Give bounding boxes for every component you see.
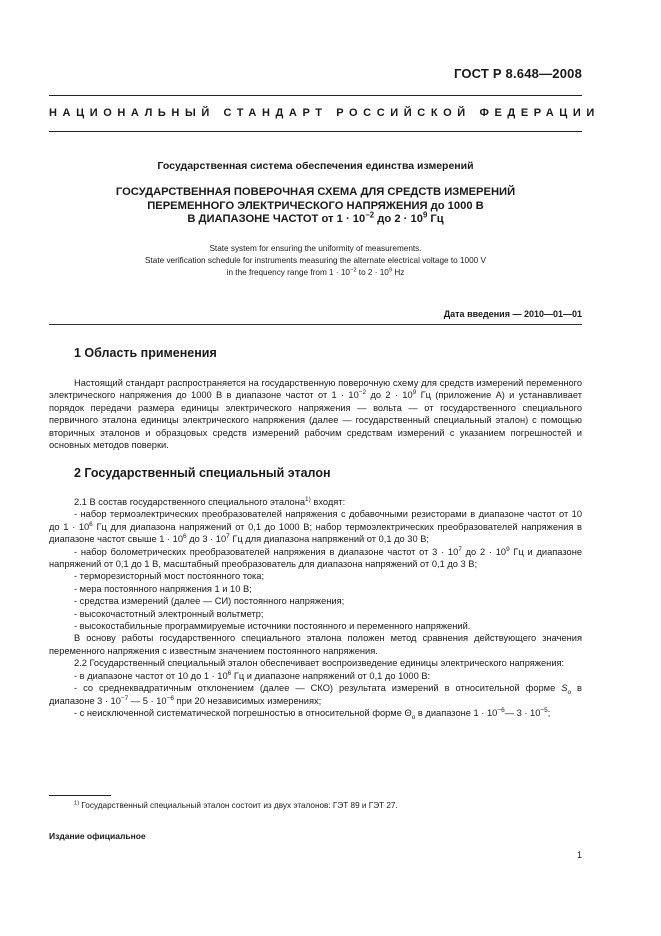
item-text: при 20 независимых измерениях;	[173, 695, 322, 706]
item-exponent: −7	[120, 694, 129, 702]
item-text: до 2 · 10	[461, 546, 507, 557]
main-title-line-3	[49, 210, 582, 227]
list-item	[49, 508, 582, 545]
list-item	[49, 546, 582, 571]
banner-rule	[49, 131, 582, 132]
english-title	[49, 243, 582, 280]
scope-exponent: −2	[358, 389, 367, 397]
scope-text: Гц (приложение А) и устанавливает порядок передачи размера единицы электрического напряжения — вольта — от государственного специального первичного эталона единицы электрического напряжения (далее — государственный специальный эталон) с помощью вторичных эталонов и образцовых средств измерений рабочим средствам измерений с указанием погрешностей и основных методов поверки.	[49, 390, 582, 451]
item-text: - в диапазоне частот от 10 до 1 · 10	[74, 670, 228, 681]
en-text: in the frequency range from 1 · 10	[226, 268, 350, 278]
scope-text: до 2 · 10	[366, 390, 413, 401]
item-exponent: −6	[166, 694, 174, 702]
item-text: - с неисключенной систематической погрешностью в относительной форме Θ	[74, 707, 412, 718]
list-item: - высокочастотный электронный вольтметр;	[74, 608, 264, 619]
item-text: — 3 · 10	[504, 707, 541, 718]
item-exponent: 6	[182, 533, 187, 541]
item-text: - набор болометрических преобразователей напряжения в диапазоне частот от 3 · 10	[74, 546, 459, 557]
item-exponent: −5	[540, 706, 548, 714]
item-exponent: 6	[227, 669, 232, 677]
english-title-line-2: State verification schedule for instruments measuring the alternate electrical voltage to 1000 V	[145, 256, 486, 266]
list-item: - высокостабильные программируемые источники постоянного и переменного напряжений.	[74, 621, 471, 632]
item-text: - со среднеквадратичным отклонением (далее — СКО) результата измерений в относительной форме	[74, 683, 562, 694]
item-exponent: 7	[458, 545, 462, 553]
en-text: to 2 · 10	[356, 268, 389, 278]
symbol-subscript: o	[567, 688, 572, 696]
edition-label: Издание официальное	[49, 831, 146, 841]
section-1-body	[49, 377, 582, 451]
title-exponent: 9	[422, 210, 428, 220]
footnote-rule	[49, 795, 111, 796]
en-exponent: 9	[388, 267, 393, 274]
item-text: — 5 · 10	[128, 695, 167, 706]
list-item	[49, 707, 582, 719]
scope-text: Настоящий стандарт распространяется на государственную поверочную схему для средств измерений переменного электрического напряжения до 1000 В в диапазоне частот от 1 · 10	[49, 378, 582, 401]
clause-2-2: 2.2 Государственный специальный эталон обеспечивает воспроизведение единицы электрического напряжения:	[74, 658, 565, 669]
item-text: Гц для диапазона напряжений от 0,1 до 1000 В; набор термоэлектрических преобразователей напряжения в диапазоне частот свыше 1 · 10	[49, 521, 582, 545]
section-1-heading: 1 Область применения	[74, 346, 217, 360]
item-exponent: −6	[497, 706, 505, 714]
document-id: ГОСТ Р 8.648—2008	[453, 66, 582, 81]
scope-exponent: 9	[412, 389, 417, 397]
en-text: Hz	[392, 268, 405, 278]
section-2-body	[49, 496, 582, 719]
scope-paragraph	[49, 377, 582, 451]
english-title-line-1: State system for ensuring the uniformity of measurements.	[209, 244, 422, 253]
section-2-heading: 2 Государственный специальный эталон	[74, 466, 331, 480]
system-title: Государственная система обеспечения единства измерений	[157, 160, 474, 172]
item-text: до 3 · 10	[186, 534, 227, 545]
item-text: Гц и диапазоне напряжений от 0,1 до 1 В, масштабный преобразователь для диапазона напряжений от 0,1 до 3 В;	[49, 546, 582, 570]
introduction-date: Дата введения — 2010—01—01	[443, 309, 582, 319]
basis-paragraph: В основу работы государственного специального эталона положен метод сравнения действующего значения переменного напряжения с известным значением постоянного напряжения.	[49, 633, 582, 656]
date-rule	[49, 324, 582, 325]
footnote-mark: 1)	[74, 800, 80, 807]
list-item	[49, 682, 582, 707]
en-exponent: −2	[349, 267, 357, 274]
item-text: Гц для диапазона напряжений от 0,1 до 30 В;	[229, 534, 430, 545]
main-title-line-2: ПЕРЕМЕННОГО ЭЛЕКТРИЧЕСКОГО НАПРЯЖЕНИЯ до 1000 В	[147, 199, 484, 212]
item-exponent: 6	[89, 520, 93, 528]
list-item: - мера постоянного напряжения 1 и 10 В;	[74, 583, 252, 594]
item-exponent: 9	[506, 545, 510, 553]
item-text: Гц и диапазоне напряжений от 0,1 до 1000 В:	[231, 670, 431, 681]
item-text: в диапазоне 3 · 10	[49, 683, 582, 706]
main-title-line-1: ГОСУДАРСТВЕННАЯ ПОВЕРОЧНАЯ СХЕМА ДЛЯ СРЕДСТВ ИЗМЕРЕНИЙ	[115, 186, 516, 198]
top-rule	[49, 95, 582, 96]
symbol-subscript: o	[411, 713, 416, 721]
clause-2-1	[49, 496, 582, 508]
title-text: Гц	[427, 213, 444, 225]
symbol: S	[561, 683, 568, 694]
footnote-ref: 1)	[305, 495, 311, 503]
footnote	[49, 801, 582, 810]
item-exponent: 7	[226, 533, 230, 541]
english-title-line-3	[49, 267, 582, 279]
list-item: - терморезисторный мост постоянного тока;	[74, 571, 265, 582]
title-text: В ДИАПАЗОНЕ ЧАСТОТ от 1 · 10	[187, 213, 366, 225]
list-item	[49, 670, 582, 682]
national-standard-banner: НАЦИОНАЛЬНЫЙ СТАНДАРТ РОССИЙСКОЙ ФЕДЕРАЦИИ	[49, 107, 600, 119]
item-text: ;	[547, 707, 551, 718]
clause-text: 2.1 В состав государственного специального эталона	[74, 497, 306, 507]
title-text: до 2 · 10	[374, 213, 423, 225]
list-item: - средства измерений (далее — СИ) постоянного напряжения;	[74, 596, 345, 607]
page-number: 1	[576, 850, 582, 860]
title-exponent: −2	[365, 210, 375, 220]
clause-text: входят:	[310, 497, 346, 507]
item-text: в диапазоне 1 · 10	[415, 707, 498, 718]
footnote-text: Государственный специальный эталон состоит из двух эталонов: ГЭТ 89 и ГЭТ 27.	[79, 801, 398, 810]
item-text: - набор термоэлектрических преобразователей напряжения с добавочными резисторами в диапазоне частот от 10 до 1 · 10	[49, 509, 582, 532]
main-title	[49, 186, 582, 227]
